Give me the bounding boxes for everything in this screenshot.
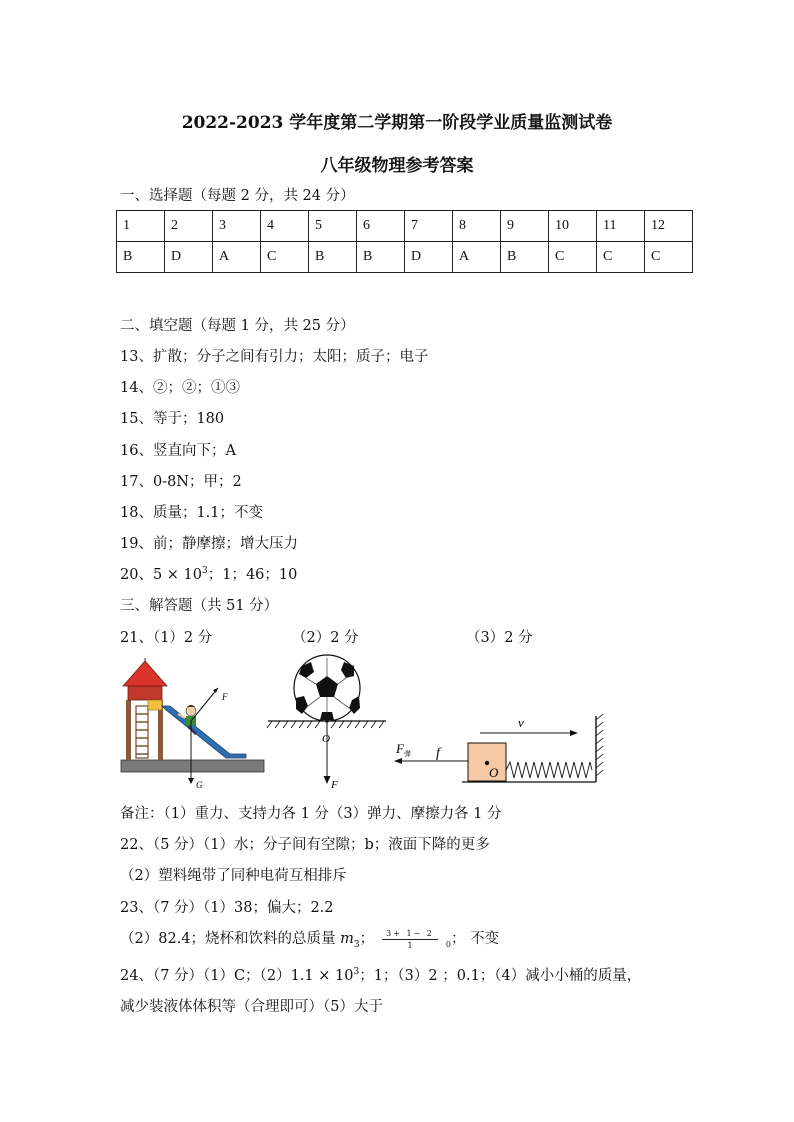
answer-20-text: 20、5 × 10 [120, 567, 202, 583]
table-cell: 7 [405, 211, 453, 242]
platform [148, 700, 162, 710]
answer-23-part1: 23、（7 分）（1）38；偏大；2.2 [120, 900, 334, 916]
table-cell: B [117, 242, 165, 273]
arrowhead-f [324, 776, 331, 784]
table-cell: C [645, 242, 693, 273]
table-cell: B [357, 242, 405, 273]
table-row-numbers [117, 211, 693, 242]
answer-14: 14、②；②；①③ [120, 380, 240, 396]
wall-hatch [596, 714, 603, 776]
table-cell: 10 [549, 211, 597, 242]
table-row-answers [117, 242, 693, 273]
answer-19: 19、前；静摩擦；增大压力 [120, 536, 298, 552]
answer-21-part3: （3）2 分 [466, 630, 533, 646]
section2-heading: 二、填空题（每题 1 分，共 25 分） [120, 318, 355, 334]
table-cell: 11 [597, 211, 645, 242]
label-f-spring-letter: F [396, 741, 404, 756]
child-hair [187, 705, 195, 707]
section1-heading: 一、选择题（每题 2 分，共 24 分） [120, 188, 355, 204]
table-cell: 4 [261, 211, 309, 242]
table-cell: 6 [357, 211, 405, 242]
table-cell: A [453, 242, 501, 273]
answer-21-part2: （2）2 分 [292, 630, 359, 646]
answer-15: 15、等于；180 [120, 411, 225, 427]
answer-13: 13、扩散；分子之间有引力；太阳；质子；电子 [120, 349, 429, 365]
answer-24-rest: ；1；（3）2 ；0.1；（4）减小小桶的质量， [359, 968, 642, 984]
answer-22-part1: 22、（5 分）（1）水；分子间有空隙；b；液面下降的更多 [120, 837, 490, 853]
answer-23-fraction [382, 928, 438, 951]
answer-20-rest: ；1；46；10 [207, 567, 298, 583]
tower-frame [128, 686, 162, 700]
table-cell: 5 [309, 211, 357, 242]
arrowhead-f [213, 688, 218, 693]
label-f-spring [395, 741, 411, 758]
label-f: F [331, 779, 338, 791]
spring [506, 762, 592, 778]
velocity-arrowhead [570, 730, 578, 736]
label-o: O [489, 765, 499, 780]
slide-force-diagram [118, 658, 268, 790]
answer-key-subtitle: 八年级物理参考答案 [320, 156, 474, 176]
ball-patch [320, 712, 334, 720]
answer-16: 16、竖直向下；A [120, 443, 236, 459]
answer-23-text: （2）82.4；烧杯和饮料的总质量 [120, 931, 341, 947]
table-cell: C [261, 242, 309, 273]
table-cell: B [309, 242, 357, 273]
table-cell: C [549, 242, 597, 273]
label-f-spring-sub: 弹 [403, 750, 411, 758]
answer-23-rest: ； 不变 [450, 931, 500, 947]
answer-24-part1 [120, 964, 641, 985]
answer-23-part2 [120, 927, 499, 951]
force-arrowhead [394, 758, 402, 764]
fraction-numerator: 3+ 1− 2 [382, 928, 438, 940]
arrowhead-g [188, 778, 194, 784]
answer-23-zero: 0 [445, 940, 451, 949]
answer-20-exponent: 3 [202, 566, 208, 577]
spring-block-force-diagram [392, 712, 612, 788]
label-v: v [518, 715, 524, 730]
label-f-friction: f [436, 746, 440, 761]
table-cell: 9 [501, 211, 549, 242]
table-cell: D [405, 242, 453, 273]
answer-22-part2: （2）塑料绳带了同种电荷互相排斥 [120, 868, 347, 884]
table-cell: B [501, 242, 549, 273]
answer-23-m: m [340, 931, 354, 947]
answer-21-note: 备注：（1）重力、支持力各 1 分（3）弹力、摩擦力各 1 分 [120, 806, 502, 822]
answer-21-part1: 21、（1）2 分 [120, 630, 213, 646]
tower-roof [123, 661, 167, 686]
label-o: O [322, 733, 330, 745]
slide-post-left [126, 700, 131, 760]
table-cell: 1 [117, 211, 165, 242]
answer-18: 18、质量；1.1；不变 [120, 505, 264, 521]
ground-base [121, 760, 264, 772]
ground-hatch [267, 721, 384, 728]
table-cell: D [165, 242, 213, 273]
child-head [186, 706, 196, 716]
exam-title: 2022-2023 学年度第二学期第一阶段学业质量监测试卷 [181, 113, 613, 133]
ladder-rungs [136, 714, 148, 754]
label-g: G [196, 780, 203, 790]
table-cell: 8 [453, 211, 501, 242]
answer-23-sep: ； [359, 931, 375, 947]
table-cell: A [213, 242, 261, 273]
ball-force-diagram [266, 654, 392, 792]
answer-24-text: 24、（7 分）（1）C；（2）1.1 × 10 [120, 968, 354, 984]
answer-24-exponent: 3 [353, 967, 360, 978]
table-cell: 3 [213, 211, 261, 242]
slide-chute [162, 706, 246, 758]
table-cell: 2 [165, 211, 213, 242]
answer-20 [120, 563, 297, 584]
fraction-denominator: 1 [407, 940, 413, 950]
table-cell: C [597, 242, 645, 273]
answer-23-m-sub: 3 [353, 939, 360, 950]
table-cell: 12 [645, 211, 693, 242]
answer-17: 17、0-8N；甲；2 [120, 474, 242, 490]
label-f: F [222, 692, 228, 702]
answer-24-part2: 减少装液体体积等（合理即可）（5）大于 [120, 999, 383, 1015]
force-arrow-f [191, 688, 218, 721]
answer-table [116, 210, 693, 273]
section3-heading: 三、解答题（共 51 分） [120, 598, 279, 614]
